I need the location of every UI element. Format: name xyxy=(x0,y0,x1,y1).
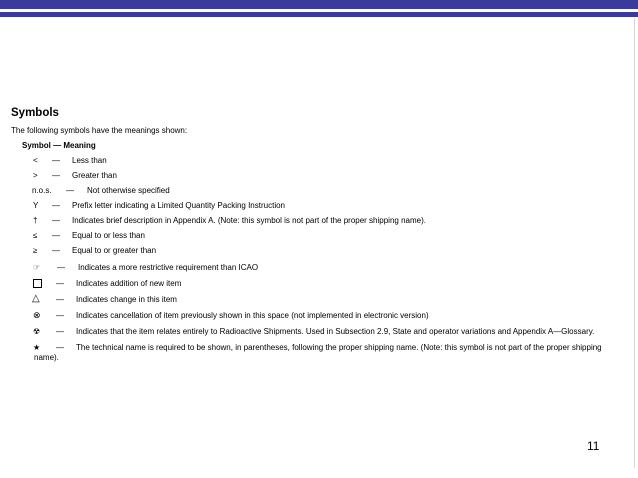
greater-equal-symbol: ≥ xyxy=(33,246,38,255)
radioactive-icon: ☢ xyxy=(33,327,41,336)
row-meaning: Indicates addition of new item xyxy=(76,279,182,288)
row-meaning: Greater than xyxy=(72,171,117,180)
column-header: Symbol — Meaning xyxy=(22,141,96,150)
page-edge-line xyxy=(634,18,635,468)
y-symbol: Y xyxy=(33,201,39,210)
row-meaning: Indicates a more restrictive requirement than ICAO xyxy=(78,263,259,272)
intro-text: The following symbols have the meanings shown: xyxy=(11,126,188,135)
pointing-hand-icon: ☞ xyxy=(33,263,40,272)
row-dash: — xyxy=(52,201,60,210)
star-icon: ★ xyxy=(33,343,41,352)
page-number: 11 xyxy=(587,439,600,453)
row-meaning: The technical name is required to be shown, in parentheses, following the proper shipping name. (Note: this symbol is not part of the proper shipping xyxy=(76,343,602,352)
row-dash: — xyxy=(52,246,60,255)
row-meaning: Indicates cancellation of item previously shown in this space (not implemented in electronic version) xyxy=(76,311,429,320)
row-dash: — xyxy=(52,231,60,240)
header-band-bottom xyxy=(0,12,638,17)
row-meaning: Prefix letter indicating a Limited Quantity Packing Instruction xyxy=(72,201,285,210)
less-than-symbol: < xyxy=(33,156,38,165)
greater-than-symbol: > xyxy=(33,171,38,180)
row-meaning: Indicates brief description in Appendix A. (Note: this symbol is not part of the proper shipping name). xyxy=(72,216,426,225)
circled-x-icon: ⊗ xyxy=(33,310,41,320)
row-dash: — xyxy=(52,216,60,225)
row-meaning: Equal to or less than xyxy=(72,231,145,240)
row-meaning: Indicates change in this item xyxy=(76,295,177,304)
row-dash: — xyxy=(56,279,64,288)
section-heading: Symbols xyxy=(11,107,59,119)
row-dash: — xyxy=(52,156,60,165)
nos-symbol: n.o.s. xyxy=(32,186,52,195)
row-dash: — xyxy=(57,263,65,272)
empty-square-icon xyxy=(33,278,42,291)
row-dash: — xyxy=(56,295,64,304)
row-dash: — xyxy=(52,171,60,180)
triangle-icon: △ xyxy=(32,293,40,304)
header-band-top xyxy=(0,0,638,9)
row-meaning: Not otherwise specified xyxy=(87,186,170,195)
row-meaning: Less than xyxy=(72,156,107,165)
row-dash: — xyxy=(56,311,64,320)
row-meaning-continuation: name). xyxy=(34,353,59,362)
row-dash: — xyxy=(66,186,74,195)
less-equal-symbol: ≤ xyxy=(33,231,38,240)
row-meaning: Indicates that the item relates entirely to Radioactive Shipments. Used in Subsection 2.9, State and operator variations and Appendix A—Glossary. xyxy=(76,327,595,336)
row-dash: — xyxy=(56,327,64,336)
row-meaning: Equal to or greater than xyxy=(72,246,157,255)
row-dash: — xyxy=(56,343,64,352)
dagger-symbol: † xyxy=(33,216,38,225)
